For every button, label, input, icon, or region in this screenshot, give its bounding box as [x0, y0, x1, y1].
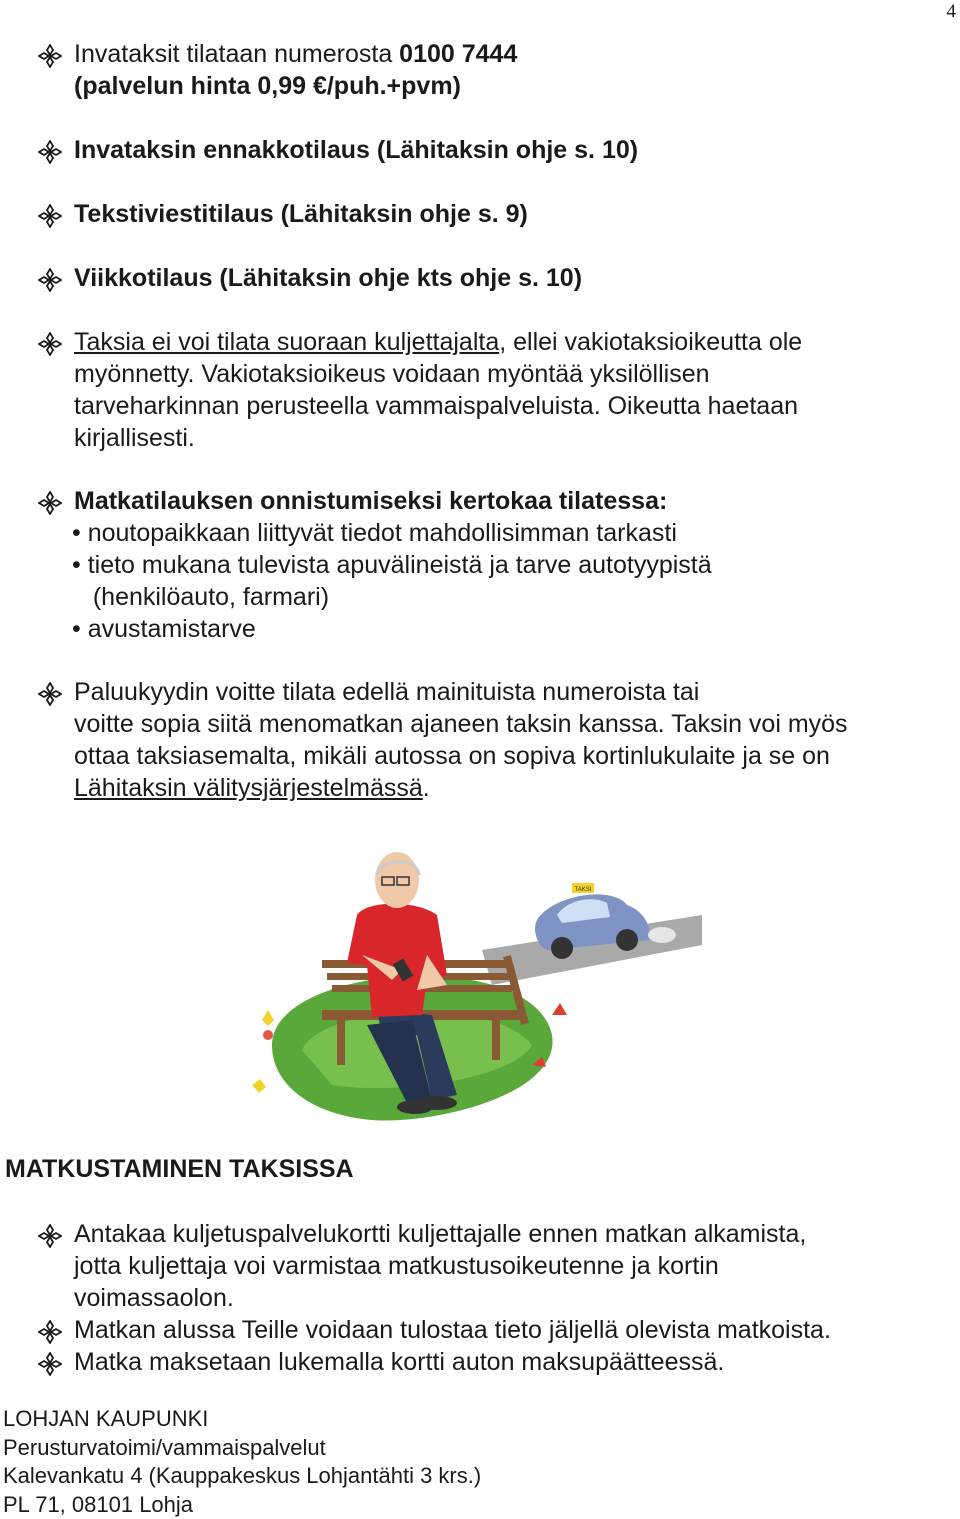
- top-bullet-line: [74, 134, 938, 166]
- top-bullet-line: [74, 262, 938, 294]
- dispatch-system-link: Lähitaksin välitysjärjestelmässä: [74, 774, 423, 802]
- card-bullet: [38, 1218, 938, 1314]
- return-trip-line: ottaa taksiasemalta, mikäli autossa on sopiva kortinlukulaite ja se on: [74, 740, 938, 772]
- return-trip-bullet: [38, 676, 938, 804]
- top-bullet-line: [74, 38, 938, 70]
- top-bullet-item: [38, 198, 938, 230]
- remaining-trips-text: Matkan alussa Teille voidaan tulostaa tieto jäljellä olevista matkoista.: [74, 1314, 938, 1346]
- order-tip-item: • tieto mukana tulevista apuvälineistä ja tarve autotyypistä: [72, 549, 712, 581]
- top-bullet-segment: Tekstiviestitilaus (Lähitaksin ohje s. 9): [74, 200, 528, 228]
- order-tip-item: • avustamistarve: [72, 613, 712, 645]
- top-bullet-line: [74, 198, 938, 230]
- diamond-bullet-icon: [38, 332, 62, 356]
- diamond-bullet-icon: [38, 1224, 62, 1248]
- top-bullet-item: [38, 134, 938, 166]
- footer-line: Kalevankatu 4 (Kauppakeskus Lohjantähti 3 krs.): [3, 1462, 481, 1491]
- top-bullet-line: [74, 70, 938, 102]
- page-number: 4: [947, 0, 957, 24]
- top-bullet-item: [38, 38, 938, 102]
- taxi-restriction-line: myönnetty. Vakiotaksioikeus voidaan myöntää yksilöllisen: [74, 358, 938, 390]
- order-tips-title: Matkatilauksen onnistumiseksi kertokaa tilatessa:: [74, 485, 938, 517]
- return-trip-line: Paluukyydin voitte tilata edellä mainituista numeroista tai: [74, 676, 938, 708]
- diamond-bullet-icon: [38, 204, 62, 228]
- footer-line: PL 71, 08101 Lohja: [3, 1491, 481, 1519]
- top-bullet-segment: Viikkotilaus (Lähitaksin ohje kts ohje s. 10): [74, 264, 582, 292]
- footer-line: LOHJAN KAUPUNKI: [3, 1405, 481, 1434]
- order-tips-list: [72, 517, 712, 645]
- top-bullet-segment: Invataksit tilataan numerosta: [74, 40, 399, 68]
- order-tips-bullet: [38, 485, 938, 517]
- taxi-restriction-bullet: [38, 326, 938, 454]
- payment-text: Matka maksetaan lukemalla kortti auton maksupäätteessä.: [74, 1346, 938, 1378]
- diamond-bullet-icon: [38, 491, 62, 515]
- taxi-restriction-line: kirjallisesti.: [74, 422, 938, 454]
- taxi-restriction-text: , ellei vakiotaksioikeutta ole: [499, 328, 802, 356]
- footer-line: Perusturvatoimi/vammaispalvelut: [3, 1434, 481, 1463]
- top-bullet-segment: (palvelun hinta 0,99 €/puh.+pvm): [74, 72, 461, 100]
- card-line: voimassaolon.: [74, 1282, 938, 1314]
- order-tip-item: • noutopaikkaan liittyvät tiedot mahdollisimman tarkasti: [72, 517, 712, 549]
- order-tip-item: (henkilöauto, farmari): [72, 581, 712, 613]
- top-bullet-segment: 0100 7444: [399, 40, 517, 68]
- card-line: jotta kuljettaja voi varmistaa matkustusoikeutenne ja kortin: [74, 1250, 938, 1282]
- diamond-bullet-icon: [38, 1352, 62, 1376]
- return-trip-end: .: [423, 774, 430, 802]
- man-on-bench-taxi-illustration: [232, 845, 712, 1125]
- diamond-bullet-icon: [38, 1320, 62, 1344]
- diamond-bullet-icon: [38, 44, 62, 68]
- top-bullet-segment: Invataksin ennakkotilaus (Lähitaksin ohje s. 10): [74, 136, 638, 164]
- diamond-bullet-icon: [38, 268, 62, 292]
- card-line: Antakaa kuljetuspalvelukortti kuljettajalle ennen matkan alkamista,: [74, 1218, 938, 1250]
- diamond-bullet-icon: [38, 682, 62, 706]
- taxi-restriction-line: tarveharkinnan perusteella vammaispalveluista. Oikeutta haetaan: [74, 390, 938, 422]
- top-bullet-item: [38, 262, 938, 294]
- remaining-trips-bullet: [38, 1314, 938, 1346]
- taxi-restriction-link: Taksia ei voi tilata suoraan kuljettajalta: [74, 328, 499, 356]
- diamond-bullet-icon: [38, 140, 62, 164]
- taxi-sign-label: TAKSI: [575, 887, 592, 893]
- section-heading: MATKUSTAMINEN TAKSISSA: [5, 1153, 354, 1185]
- footer-address: [3, 1405, 481, 1519]
- payment-bullet: [38, 1346, 938, 1378]
- return-trip-line: voitte sopia siitä menomatkan ajaneen taksin kanssa. Taksin voi myös: [74, 708, 938, 740]
